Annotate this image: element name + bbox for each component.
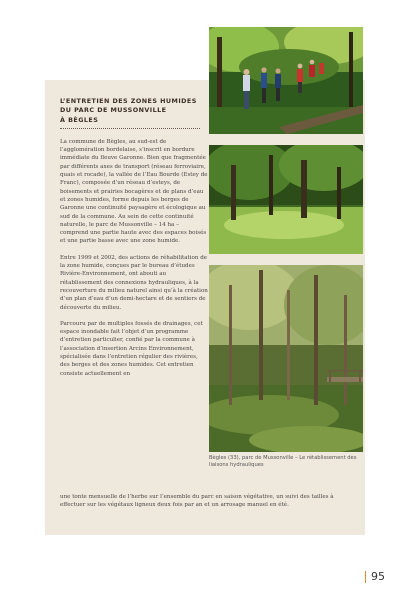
photo-meadow <box>209 145 363 254</box>
heading-line-3: À BÈGLES <box>60 115 99 124</box>
paragraph-3-continuation: une tonte mensuelle de l’herbe sur l’ensemble du parc en saison végétative, un suivi des tailles à effectuer sur les végétaux ligneux deux fois par an et un arrosage manuel en été. <box>60 494 334 509</box>
article-heading <box>60 97 208 125</box>
photo-wetland-bridge <box>209 265 363 452</box>
heading-line-1: L’ENTRETIEN DES ZONES HUMIDES <box>60 97 197 105</box>
paragraph-2: Entre 1999 et 2002, des actions de réhabilitation de la zone humide, conçues par le bureau d’études Rivière-Environnement, ont abouti au rétablissement des connexions hydrauliques, à la recouverture du milieu naturel ainsi qu’à la création d’un plan d’eau d’un demi-hectare et de sentiers de découverte du milieu. <box>60 254 208 311</box>
article-column <box>60 97 208 378</box>
heading-line-2: DU PARC DE MUSSONVILLE <box>60 106 167 115</box>
photo-caption: Bègles (33), parc de Mussonville – Le rétablissement des liaisons hydrauliques <box>209 455 357 469</box>
page-number: 95 <box>365 571 385 583</box>
heading-divider <box>60 128 200 129</box>
paragraph-3: Parcouru par de multiples fossés de drainages, cet espace inondable fait l’objet d’un programme d’entretien particulier, confié par la commune à l’association d’insertion Arcins Environnement, spécialisée dans l’entretien régulier des rivières, des berges et des zones humides. Cet entretien consiste actuellement en <box>60 320 203 377</box>
paragraph-1: La commune de Bègles, au sud-est de l’agglomération bordelaise, s’inscrit en bordure immédiate du fleuve Garonne. Bien que fragmentée par différents axes de transport (réseau ferroviaire, quais et rocade), la vallée de l’Eau Bourde (Estey de Franc), composée d’un réseau d’esteys, de boisements et prairies bocagères et de plans d’eau et zones humides, forme depuis les berges de Garonne une continuité paysagère et écologique au sud de la commune. Au sein de cette continuité naturelle, le parc de Mussonville – 14 ha – comprend une partie haute avec des espaces boisés et une partie basse avec une zone humide. <box>60 138 208 245</box>
photo-forest-path <box>209 27 363 134</box>
